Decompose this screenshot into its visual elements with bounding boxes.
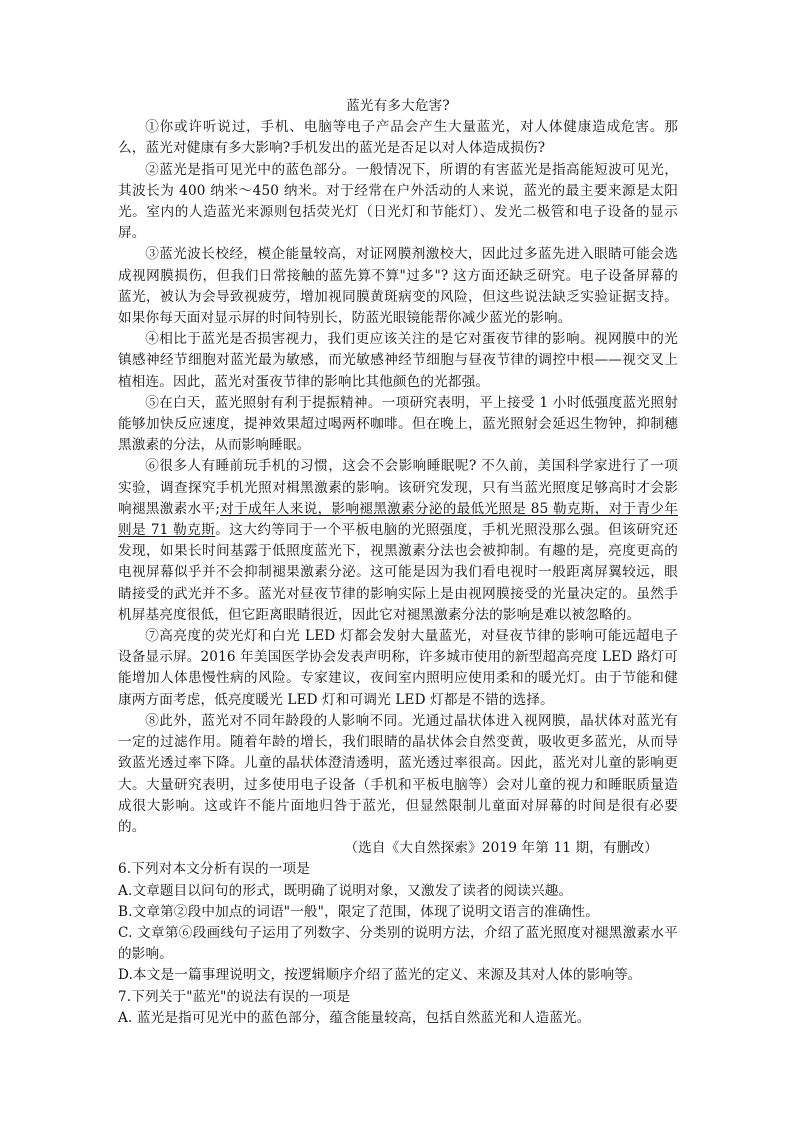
paragraph-5: ⑤在白天，蓝光照射有利于提振精神。一项研究表明，平上接受 1 小时低强度蓝光照射能够加快反应速度，提神效果超过喝两杯咖啡。但在晚上，蓝光照射会延迟生物钟，抑制穗黑激素的分法，从而影响睡眠。	[118, 394, 678, 454]
paragraph-6-end: 。这大约等同于一个平板电脑的光照强度，手机光照没那么强。但该研究还发现，如果长时间基露于低照度蓝光下，视黑激素分法也会被抑制。有趣的是，亮度更高的电视屏幕似乎并不会抑制褪果激素分泌。这可能是因为我们看电视时一般距离屏翼较远，眼睛接受的武光并不多。蓝光对昼夜节律的影响实际上是由视网膜接受的光量决定的。虽然手机屏基亮度很低，但它距离眼睛很近，因此它对褪黑激素分法的影响是难以被忽略的。	[118, 522, 679, 623]
question-6-option-c: C. 文章第⑥段画线句子运用了列数字、分类别的说明方法，介绍了蓝光照度对褪黑激素水平的影响。	[118, 924, 678, 963]
paragraph-3: ③蓝光波长校经，模企能量较高，对证网膜剂激校大，因此过多蓝先进入眼睛可能会选成视网膜损伤，但我们日常接触的蓝先算不算"过多"? 这方面还缺乏研究。电子设备屏幕的蓝光，被认为会导致视疲劳，增加视同膜黄斑病变的风险，但这些说法缺乏实验证据支持。如果你每天面对显示屏的时间特别长，防蓝光眼镜能帮你减少蓝光的影响。	[118, 246, 678, 327]
question-6-option-a: A.文章题目以问句的形式，既明确了说明对象，又激发了读者的阅读兴趣。	[118, 882, 573, 899]
paragraph-6	[118, 456, 678, 626]
question-6-option-d: D.本文是一篇事理说明文，按逻辑顺序介绍了蓝光的定义、来源及其对人体的影响等。	[118, 967, 642, 984]
paragraph-1: ①你或许听说过，手机、电脑等电子产品会产生大量蓝光，对人体健康造成危害。那么，蓝光对健康有多大影响?手机发出的蓝光是否足以对人体造成损伤?	[118, 119, 678, 157]
source-citation: （选自《大自然探索》2019 年第 11 期，有删改）	[344, 840, 658, 857]
paragraph-8: ⑧此外，蓝光对不同年龄段的人影响不同。光通过晶状体进入视网膜，晶状体对蓝光有一定的过滤作用。随着年龄的增长，我们眼睛的晶状体会自然变黄，吸收更多蓝光，从而导致蓝光透过率下降。儿童的晶状体澄清透明，蓝光透过率很高。因此，蓝光对儿童的影响更大。大量研究表明，过多使用电子设备（手机和平板电脑等）会对儿童的视力和睡眠质量造成很大影响。这或许不能片面地归咎于蓝光，但显然限制儿童面对屏幕的时间是很有必要的。	[118, 712, 678, 835]
paragraph-6-start: ⑥很多人有睡前玩手机的习惯，这会不会影响睡眠呢? 不久前，美国科学家进行了一项实验，调查探究手机光照对楫黑激素的影响。该研究发现，只有当蓝光照度足够高时才会影响褪黑激素水平;	[118, 458, 678, 517]
paragraph-4: ④相比于蓝光是否损害视力，我们更应该关注的是它对蛋夜节律的影响。视网膜中的光镇感神经节细胞对蓝光最为敏感，而光敏感神经节细胞与昼夜节律的调控中根——视交叉上植相连。因此，蓝光对蛋夜节律的影响比其他颜色的光都强。	[118, 331, 678, 390]
document-page	[118, 96, 678, 1029]
question-6-stem: 6.下列对本文分析有误的一项是	[118, 861, 310, 878]
question-7-option-a: A. 蓝光是指可见光中的蓝色部分，蕴含能量较高，包括自然蓝光和人造蓝光。	[118, 1009, 591, 1026]
article-title: 蓝光有多大危害?	[346, 98, 450, 114]
question-6-option-b: B.文章第②段中加点的词语"一般"，限定了范围，体现了说明文语言的准确性。	[118, 903, 599, 920]
paragraph-7: ⑦高亮度的荧光灯和白光 LED 灯都会发射大量蓝光，对昼夜节律的影响可能远超电子设备显示屏。2016 年美国医学协会发表声明称，许多城市使用的新型超高亮度 LED 路灯可能增加人体患慢性病的风险。专家建议，夜间室内照明应使用柔和的暖光灯。由于节能和健康两方面考虑，低亮度暖光 LED 灯和可调光 LED 灯都是不错的选择。	[118, 628, 678, 708]
paragraph-2: ②蓝光是指可见光中的蓝色部分。一般情况下，所谓的有害蓝光是指高能短波可见光，其波长为 400 纳米～450 纳米。对于经常在户外活动的人来说，蓝光的最主要来源是太阳光。室内的人造蓝光来源则包括荧光灯（日光灯和节能灯）、发光二极管和电子设备的显示屏。	[118, 161, 678, 242]
question-7-stem: 7.下列关于"蓝光"的说法有误的一项是	[118, 988, 351, 1005]
underlined-sentence: 对于成年人来说，影响褪黑激素分泌的最低光照是 85 勒克斯，对于青少年则是 71 勒克斯	[118, 500, 679, 539]
